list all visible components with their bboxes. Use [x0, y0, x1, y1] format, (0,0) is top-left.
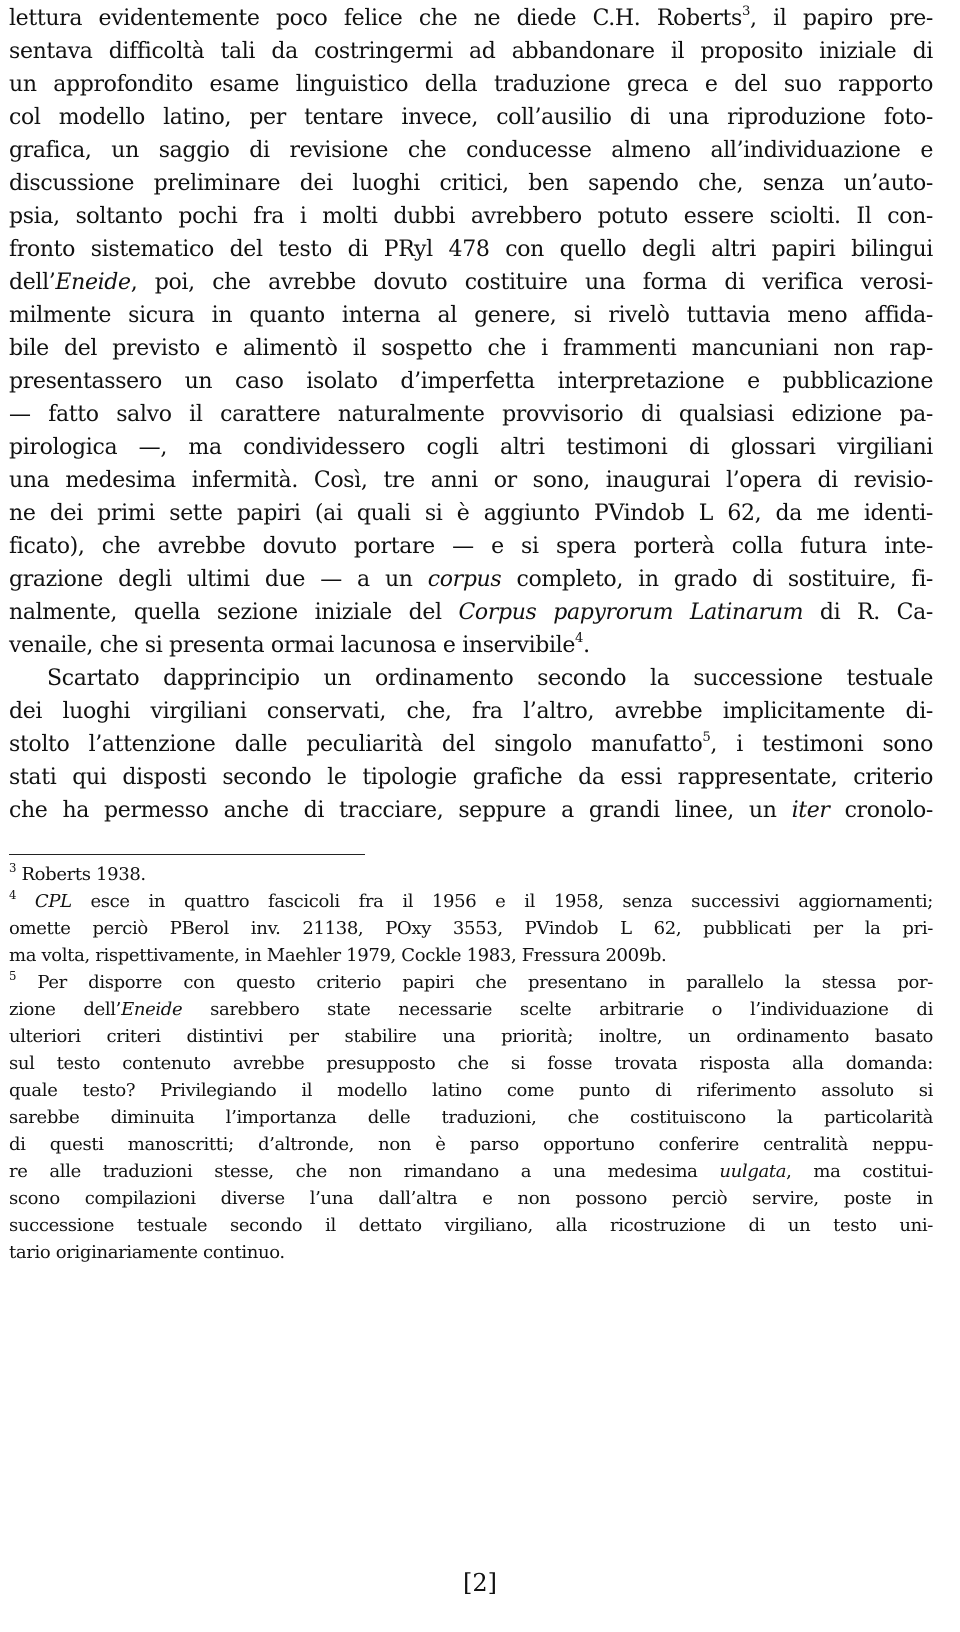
- footnote-ref-5: 5: [702, 730, 711, 746]
- footnote-separator: [9, 854, 365, 855]
- main-text: [9, 2, 933, 827]
- footnotes: [9, 861, 933, 1266]
- page-content: [9, 2, 933, 1266]
- footnote-ref-3: 3: [741, 4, 751, 20]
- footnote-3: $^3$ Roberts 1938.: [9, 860, 146, 885]
- footnote-ref-4: 4: [575, 631, 584, 647]
- footnote-4: $^4$ CPL esce in quattro fascicoli fra il 1956 e il 1958, senza successivi aggiornamenti; omette perciò PBerol inv. 21138, POxy 3553, PVindob L 62, pubblicati per la pri- ma volta, rispettivamente, in Maehler 1979, Cockle 1983, Fressura 2009b.: [9, 887, 934, 966]
- paragraph-2: Scartato dapprincipio un ordinamento secondo la successione testuale dei luoghi virgiliani conservati, che, fra l’altro, avrebbe implicitamente di- stolto l’attenzione dalle peculiarità del singolo manufatto$^5$, i testimoni sono stati qui disposti secondo le tipologie grafiche da essi rappresentate, criterio che ha permesso anche di tracciare, seppure a grandi linee, un iter cronolo-: [9, 666, 933, 823]
- paragraph-1: lettura evidentemente poco felice che ne diede C.H. Roberts$^3$, il papiro pre- sentava difficoltà tali da costringermi ad abbandonare il proposito iniziale di un approfondito esame linguistico della traduzione greca e del suo rapporto col modello latino, per tentare invece, coll’ausilio di una riproduzione foto- grafica, un saggio di revisione che conducesse almeno all’individuazione e discussione preliminare dei luoghi critici, ben sapendo che, senza un’auto- psia, soltanto pochi fra i molti dubbi avrebbero potuto essere sciolti. Il con- fronto sistematico del testo di PRyl 478 con quello degli altri papiri bilingui dell’Eneide, poi, che avrebbe dovuto costituire una forma di verifica verosi- milmente sicura in quanto interna al genere, si rivelò tuttavia meno affida- bile del previsto e alimentò il sospetto che i frammenti mancuniani non rap- presentassero un caso isolato d’imperfetta interpretazione e pubblicazione — fatto salvo il carattere naturalmente provvisorio di qualsiasi edizione pa- pirologica —, ma condividessero cogli altri testimoni di glossari virgiliani una medesima infermità. Così, tre anni or sono, inaugurai l’opera di revisio- ne dei primi sette papiri (ai quali si è aggiunto PVindob L 62, da me identi- ficato), che avrebbe dovuto portare — e si spera porterà colla futura inte- grazione degli ultimi due — a un corpus completo, in grado di sostituire, fi- nalmente, quella sezione iniziale del Corpus papyrorum Latinarum di R. Ca- venaile, che si presenta ormai lacunosa e inservibile$^4$.: [9, 4, 933, 658]
- footnote-5: $^5$ Per disporre con questo criterio papiri che presentano in parallelo la stessa por- zione dell’Eneide sarebbero state necessarie scelte arbitrarie o l’individuazione di ulteriori criteri distintivi per stabilire una priorità; inoltre, un ordinamento basato sul testo contenuto avrebbe presupposto che si fosse trovata risposta alla domanda: quale testo? Privilegiando il modello latino come punto di riferimento assoluto si sarebbe diminuita l’importanza delle traduzioni, che costituiscono la particolarità di questi manoscritti; d’altronde, non è parso opportuno conferire centralità neppu- re alle traduzioni stesse, che non rimandano a una medesima uulgata, ma costitui- scono compilazioni diverse l’una dall’altra e non possono perciò servire, poste in successione testuale secondo il dettato virgiliano, alla ricostruzione di un testo uni- tario originariamente continuo.: [9, 968, 933, 1263]
- page-number: [2]: [463, 1569, 497, 1597]
